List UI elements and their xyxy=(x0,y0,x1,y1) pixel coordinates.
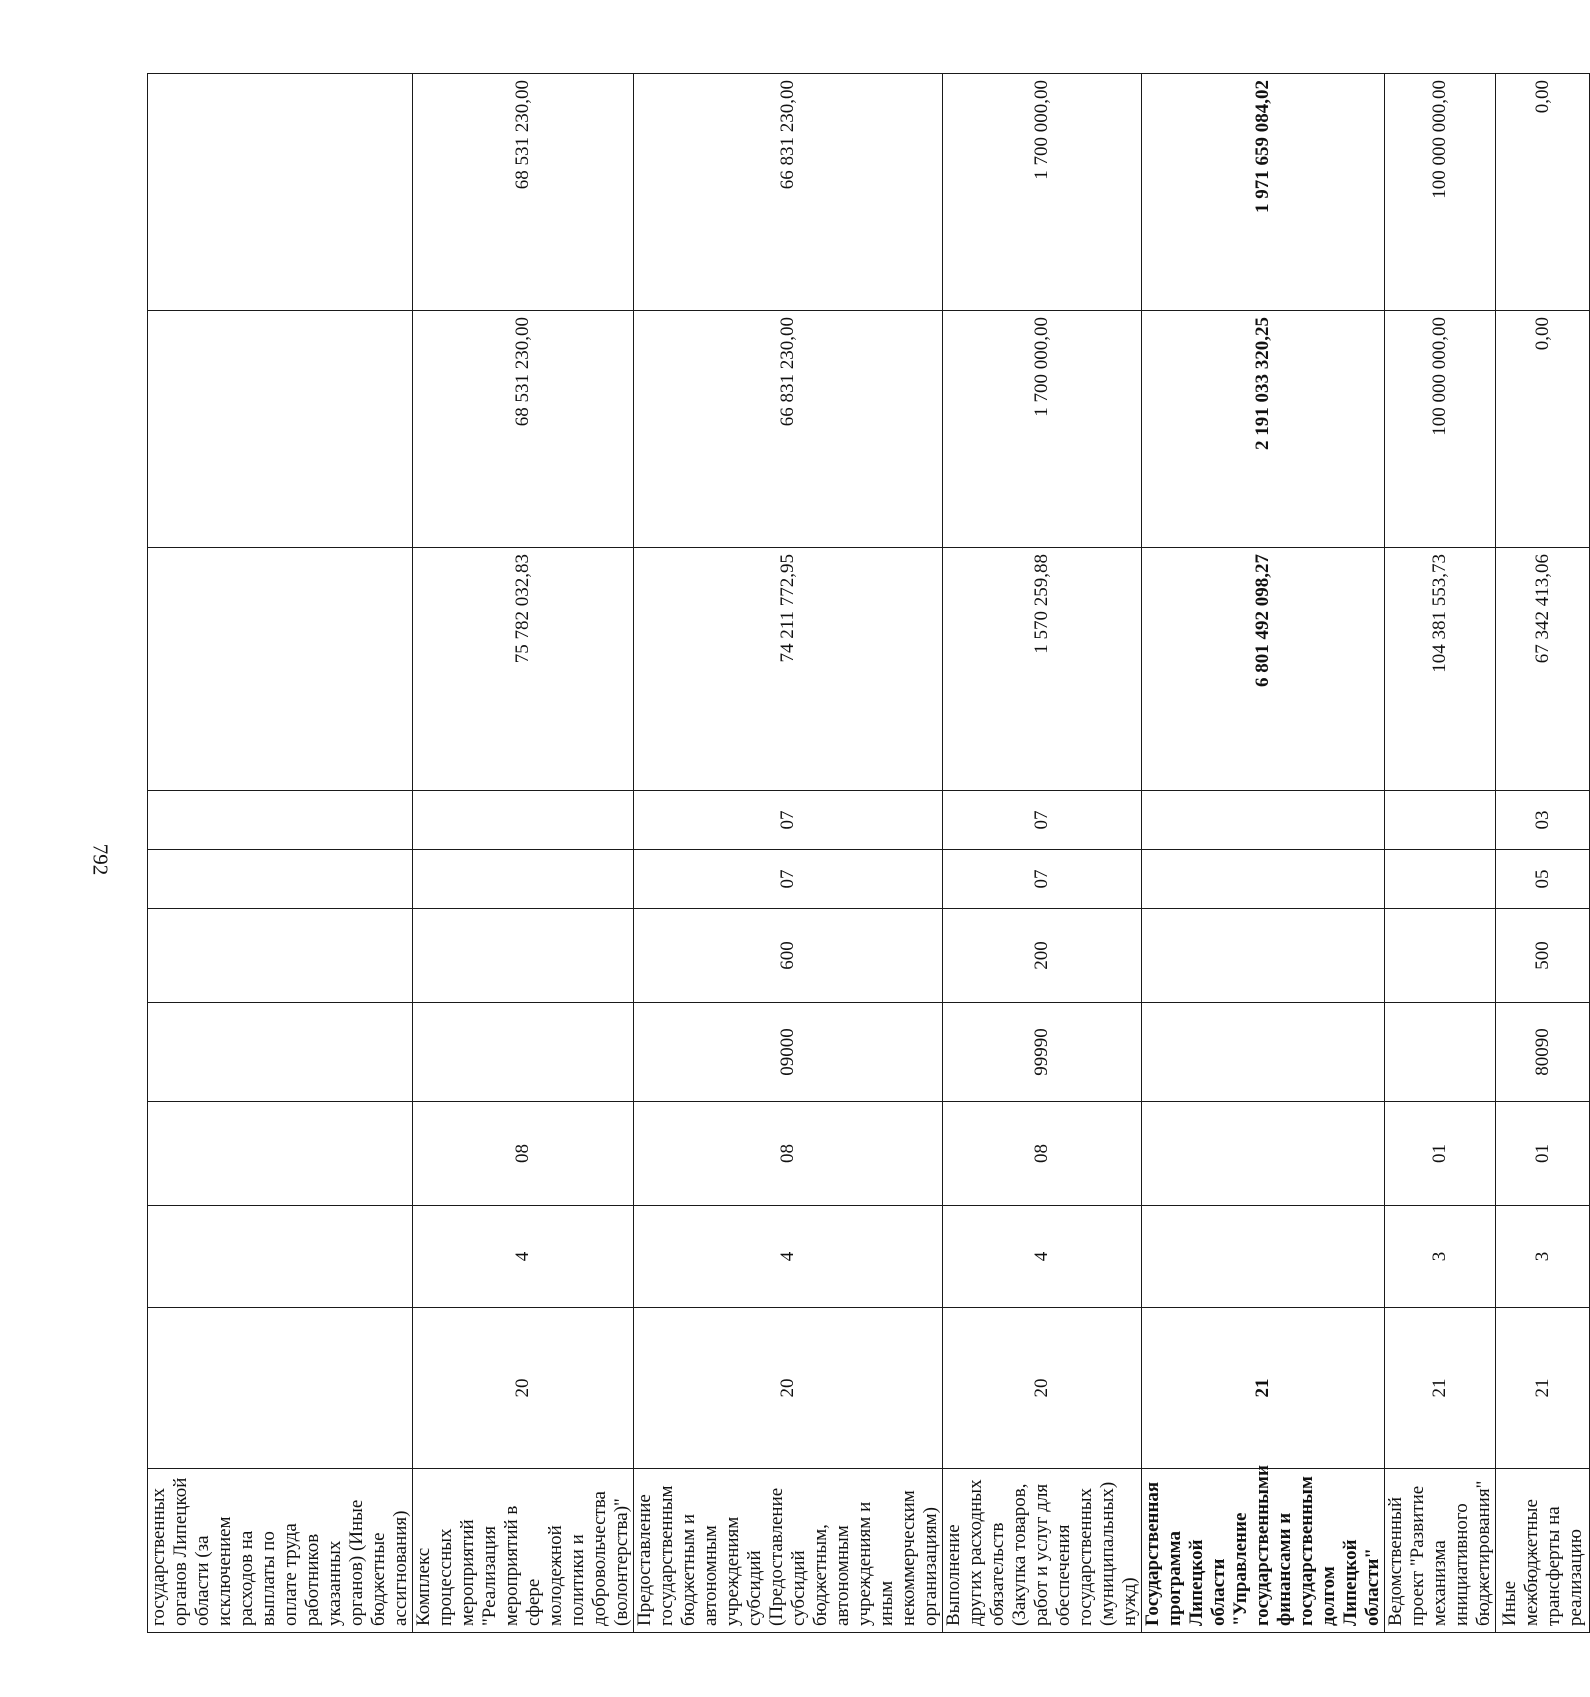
me-code-cell xyxy=(1142,1102,1385,1206)
pr-code-cell xyxy=(413,791,634,850)
gp-code-cell: 21 xyxy=(1142,1308,1385,1469)
vr-code-cell xyxy=(1385,909,1496,1003)
table-row xyxy=(148,74,413,1633)
pr-code-cell: 07 xyxy=(634,791,943,850)
pp-code-cell: 4 xyxy=(413,1206,634,1308)
sum-year1-cell: 75 782 032,83 xyxy=(413,548,634,791)
vr-code-cell xyxy=(148,909,413,1003)
table-row xyxy=(943,74,1142,1633)
rotated-table-container xyxy=(147,74,1586,1633)
sum-year2-cell: 1 700 000,00 xyxy=(943,311,1142,548)
sum-year1-cell: 104 381 553,73 xyxy=(1385,548,1496,791)
row-name-cell: Государственная программа Липецкой области "Управление государственными финансами и государственным долгом Липецкой области" xyxy=(1142,1469,1385,1633)
vr-code-cell: 200 xyxy=(943,909,1142,1003)
row-name-cell: Выполнение других расходных обязательств (Закупка товаров, работ и услуг для обеспечения государственных (муниципальных) нужд) xyxy=(943,1469,1142,1633)
row-name-cell: Ведомственный проект "Развитие механизма инициативного бюджетирования" xyxy=(1385,1469,1496,1633)
pr-code-cell: 07 xyxy=(943,791,1142,850)
pp-code-cell: 3 xyxy=(1496,1206,1590,1308)
vr-code-cell xyxy=(1142,909,1385,1003)
pp-code-cell: 3 xyxy=(1385,1206,1496,1308)
rz-code-cell: 05 xyxy=(1496,850,1590,909)
page-number: 792 xyxy=(88,843,113,876)
sum-year3-cell: 100 000 000,00 xyxy=(1385,74,1496,311)
rz-code-cell: 07 xyxy=(634,850,943,909)
gp-code-cell: 21 xyxy=(1496,1308,1590,1469)
rz-code-cell xyxy=(413,850,634,909)
sum-year3-cell: 1 971 659 084,02 xyxy=(1142,74,1385,311)
me-code-cell xyxy=(148,1102,413,1206)
nap-code-cell xyxy=(1385,1003,1496,1102)
vr-code-cell xyxy=(413,909,634,1003)
me-code-cell: 08 xyxy=(634,1102,943,1206)
sum-year1-cell xyxy=(148,548,413,791)
sum-year2-cell: 66 831 230,00 xyxy=(634,311,943,548)
sum-year3-cell: 0,00 xyxy=(1496,74,1590,311)
gp-code-cell xyxy=(148,1308,413,1469)
gp-code-cell: 20 xyxy=(943,1308,1142,1469)
gp-code-cell: 20 xyxy=(413,1308,634,1469)
pr-code-cell xyxy=(1385,791,1496,850)
sum-year1-cell: 1 570 259,88 xyxy=(943,548,1142,791)
sum-year1-cell: 6 801 492 098,27 xyxy=(1142,548,1385,791)
me-code-cell: 08 xyxy=(413,1102,634,1206)
sum-year2-cell: 68 531 230,00 xyxy=(413,311,634,548)
pp-code-cell xyxy=(148,1206,413,1308)
nap-code-cell: 80090 xyxy=(1496,1003,1590,1102)
sum-year2-cell xyxy=(148,311,413,548)
vr-code-cell: 600 xyxy=(634,909,943,1003)
pp-code-cell xyxy=(1142,1206,1385,1308)
table-row xyxy=(634,74,943,1633)
nap-code-cell xyxy=(1142,1003,1385,1102)
nap-code-cell: 99990 xyxy=(943,1003,1142,1102)
nap-code-cell xyxy=(413,1003,634,1102)
sum-year1-cell: 74 211 772,95 xyxy=(634,548,943,791)
pr-code-cell: 03 xyxy=(1496,791,1590,850)
sum-year3-cell: 1 700 000,00 xyxy=(943,74,1142,311)
row-name-cell: Иные межбюджетные трансферты на реализацию xyxy=(1496,1469,1590,1633)
sum-year2-cell: 2 191 033 320,25 xyxy=(1142,311,1385,548)
me-code-cell: 08 xyxy=(943,1102,1142,1206)
pp-code-cell: 4 xyxy=(943,1206,1142,1308)
table-row xyxy=(1496,74,1590,1633)
rz-code-cell xyxy=(148,850,413,909)
table-row xyxy=(1385,74,1496,1633)
me-code-cell: 01 xyxy=(1496,1102,1590,1206)
gp-code-cell: 20 xyxy=(634,1308,943,1469)
table-row xyxy=(413,74,634,1633)
sum-year1-cell: 67 342 413,06 xyxy=(1496,548,1590,791)
nap-code-cell: 09000 xyxy=(634,1003,943,1102)
gp-code-cell: 21 xyxy=(1385,1308,1496,1469)
row-name-cell: Предоставление государственным бюджетным и автономным учреждениям субсидий (Предоставление субсидий бюджетным, автономным учреждениям и иным некоммерческим организациям) xyxy=(634,1469,943,1633)
sum-year2-cell: 100 000 000,00 xyxy=(1385,311,1496,548)
rz-code-cell xyxy=(1385,850,1496,909)
table-row xyxy=(1142,74,1385,1633)
budget-table xyxy=(147,73,1590,1633)
rz-code-cell xyxy=(1142,850,1385,909)
nap-code-cell xyxy=(148,1003,413,1102)
row-name-cell: Комплекс процессных мероприятий "Реализация мероприятий в сфере молодежной политики и добровольчества (волонтерства)" xyxy=(413,1469,634,1633)
sum-year3-cell: 68 531 230,00 xyxy=(413,74,634,311)
sum-year3-cell: 66 831 230,00 xyxy=(634,74,943,311)
me-code-cell: 01 xyxy=(1385,1102,1496,1206)
pr-code-cell xyxy=(148,791,413,850)
sum-year2-cell: 0,00 xyxy=(1496,311,1590,548)
sum-year3-cell xyxy=(148,74,413,311)
vr-code-cell: 500 xyxy=(1496,909,1590,1003)
rz-code-cell: 07 xyxy=(943,850,1142,909)
pr-code-cell xyxy=(1142,791,1385,850)
row-name-cell: государственных органов Липецкой области (за исключением расходов на выплаты по оплате труда работников указанных органов) (Иные бюджетные ассигнования) xyxy=(148,1469,413,1633)
pp-code-cell: 4 xyxy=(634,1206,943,1308)
